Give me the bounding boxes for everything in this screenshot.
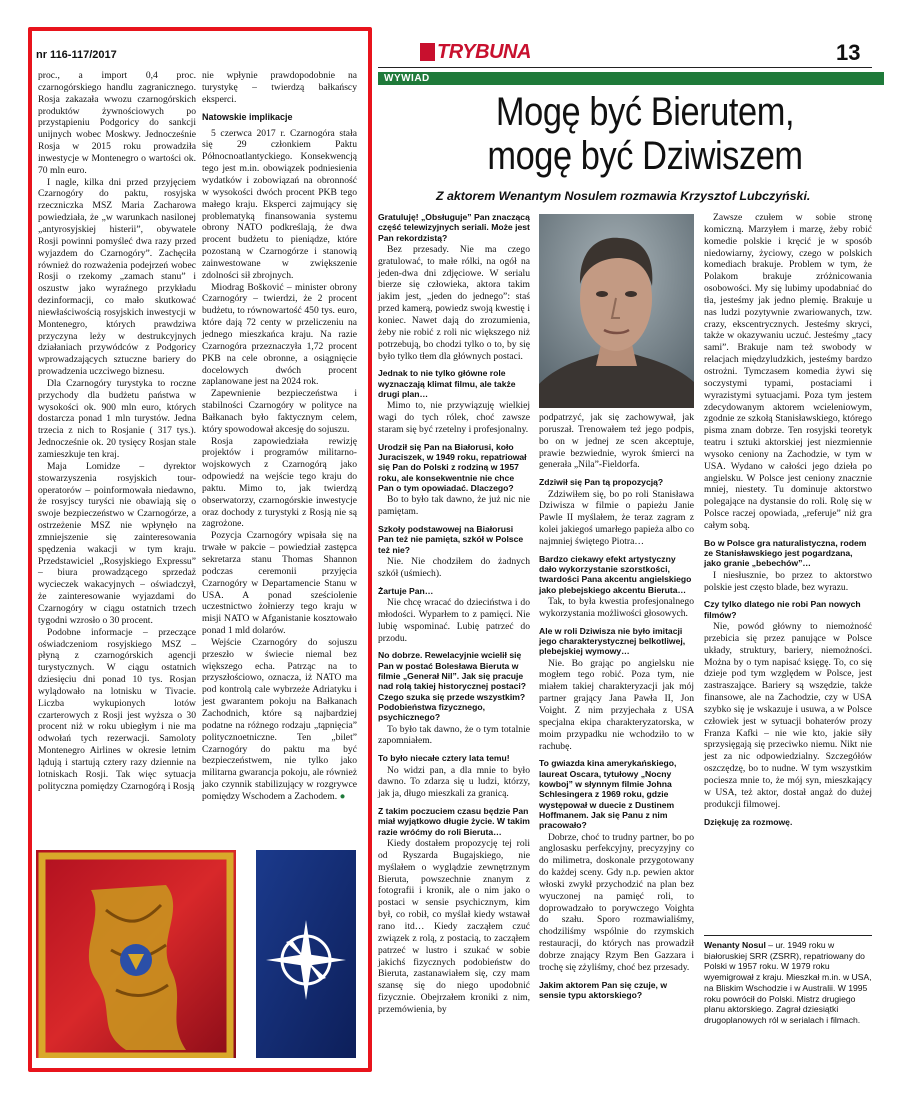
question: Bardzo ciekawy efekt artystyczny dało wykorzystanie szorstkości, twardości Pana akcentu angielskiego jako plebejskiego akcentu Bieruta… [539, 553, 692, 595]
bio-rule [704, 935, 872, 936]
logo-mark-icon [420, 43, 435, 61]
question: Czy tylko dlatego nie robi Pan nowych filmów? [704, 599, 861, 620]
paragraph: proc., a import 0,4 proc. czarnogórskiego handlu zagranicznego. Rosja zakazała wwozu czarnogórskich produktów żywnościowych po przystąpieniu Podgoricy do sankcji unijnych wobec Moskwy. Jednocześnie Rosja w 2015 roku prowadziła inwestycje w Montenegro o wartości ok. 70 mln euro. [38, 70, 196, 176]
paragraph: Wejście Czarnogóry do sojuszu przeszło w świecie niemal bez większego echa. Patrząc na to przyszłościowo, oznacza, iż NATO ma pod kontrolą cale wybrzeże Adriatyku i jest gwarantem pokoju na Bałkanach Zachodnich, które są najbardziej podatne na różnego rodzaju „tąpnięcia” politycznoetniczne. Ten „bilet” Czarnogóry do paktu ma być bezpieczeństwem, nie tylko jako militarna gwarancja pokoju, ale również jako czynnik stabilizujący w rozgrywce pomiędzy Wschodem a Zachodem. [202, 636, 357, 802]
bio-text: – ur. 1949 roku w białoruskiej SRR (ZSRR), repatriowany do Polski w 1957 roku. W 1979 roku wyemigrował z kraju. Mieszkał m.in. w USA, na Bliskim Wschodzie i w Australii. W 1995 roku powrócił do Polski. Mistrz drugiego planu aktorskiego. Zagrał dziesiątki drugoplanowych ról w serialach i filmach. [704, 940, 872, 1026]
paragraph: nie wpłynie prawdopodobnie na turystykę – twierdzą bałkańscy eksperci. [202, 70, 357, 105]
paragraph: Pozycja Czarnogóry wpisała się na trwałe w pakcie – powiedział zastępca sekretarza stanu Thomas Shannon podczas ceremonii przyjęcia Czarnogóry w Departamencie Stanu w USA. A ponad sześciolenie uczestnictwo żołnierzy tego kraju w misji NATO w Afganistanie kosztowało ponad 1 mld dolarów. [202, 530, 357, 637]
headline-line-1: Mogę być Bierutem, [495, 90, 795, 134]
interview-col-1 [378, 212, 530, 1016]
subheading: Natowskie implikacje [202, 111, 293, 122]
answer: Zawsze czułem w sobie stronę komiczną. Marzyłem i marzę, żeby robić komedie polskie i kręcić je w sposób niedowiarny, życiowy, czego w polskich komediach brakuje. Problem w tym, że Polakom brakuje zróżnicowania osobowości. My się lubimy upodabniać do tła, jesteśmy jak jedno plemię. Brakuje u nas ludzi pozytywnie zwariowanych, tzw. crazy, ekscentrycznych. Jesteśmy skryci, także w okazywaniu uczuć. Jesteśmy „tacy sami”. Brakuje nam też swobody w relacjach międzyludzkich, jesteśmy bardzo ostrożni. Tymczasem komedia żywi się soczystymi typami, postaciami i wyrazistymi sytuacjami. Poza tym jestem zdecydowanym aktorem wcieleniowym, zgodnie ze szkołą Stanisławskiego, którego pisma znam dobrze. Ten rosyjski teoretyk teatru i sztuki aktorskiej jest niezmiennie wysoko ceniony na Zachodzie, w tym w USA. Wydano w całości jego dzieła po angielsku. W Polsce jest ceniony znacznie mniej, niestety. Tu dominuje aktorstwo polegające na dystansie do roli. Rolę się w Polsce raczej opowiada, „referuje” niż gra całym sobą. [704, 212, 872, 531]
question: Jednak to nie tylko główne role wyznaczają klimat filmu, ale także drugi plan… [378, 368, 516, 399]
answer: No widzi pan, a dla mnie to było dawno. To zdarza się u ludzi, którzy, jak ja, długo mieszkali za granicą. [378, 764, 530, 800]
interview-col-3 [704, 212, 872, 828]
question: Dziękuję za rozmowę. [704, 816, 793, 827]
question: Żartuje Pan… [378, 585, 434, 596]
issue-number: nr 116-117/2017 [36, 49, 117, 61]
left-article-col1 [38, 70, 196, 792]
portrait-photo [539, 214, 694, 408]
header-rule [378, 67, 872, 68]
answer: Zdziwiłem się, bo po roli Stanisława Dziwisza w filmie o papieżu Janie Pawle II myślałem, że teraz zagram z kolei jakiegoś umarłego papieża albo co najmniej świętego Piotra… [539, 488, 694, 547]
section-label: WYWIAD [378, 72, 884, 85]
paragraph: Miodrag Bošković – minister obrony Czarnogóry – twierdzi, że 2 procent budżetu, to równowartość 450 tys. euro, które dają 72 centy w przeliczeniu na jednego mieszkańca kraju. Na razie Czarnogóra przeznaczyła 1,72 procent PKB na cele obronne, a osiągnięcie docelowych dwóch procent zaplanowane jest na 2024 rok. [202, 281, 357, 388]
paragraph: 5 czerwca 2017 r. Czarnogóra stała się 29 członkiem Paktu Północnoatlantyckiego. Konsekwencją tego jest m.in. obowiązek podniesienia wydatków i zobowiązań na obronność w wysokości dwóch procent PKB tego małego kraju. Eksperci zajmujący się problematyką finansowania systemu obrony NATO podkreślają, że dwa procent budżetu to pieniądze, które pozostaną w Czarnogórze i stanowią zainwestowane w zwiększenie zdolności sił zbrojnych. [202, 127, 357, 281]
question: Szkoły podstawowej na Białorusi Pan też nie pamięta, szkół w Polsce też nie? [378, 524, 524, 555]
headline [425, 90, 865, 178]
answer: Kiedy dostałem propozycję tej roli od Ryszarda Bugajskiego, nie myślałem o wyglądzie zewnętrznym Bieruta, powszechnie znanym z fotografii i kronik, ale o nim jako o postaci w sensie psychicznym, kim był, co robił, co myślał kiedy wstawał rano itd… Kiedy zacząłem czuć związek z rolą, z postacią, to zacząłem patrzeć w lustro i szukać w sobie jakichś fizycznych podobieństw do Bieruta, zastanawiałem się, czy mam szansę się do niego upodobnić fizycznie. Obejrzałem kroniki z nim, przemówienia, by [378, 838, 530, 1015]
paragraph: I nagle, kilka dni przed przyjęciem Czarnogóry do paktu, rosyjska rzeczniczka MSZ Maria Zacharowa powiedziała, że „w warunkach nasilonej „antyrosyjskiej histerii”, obywatele Rosji powinni pomyśleć dwa razy przed wyjazdem do Czarnogóry”. Zachęciła również do rozważenia podejrzeń wobec Rosji o rzekomy „zamach stanu” i oszustw jako wyraźnego przykładu dezinformacji, co mało skutkować niewłaściwością rosyjskich inwestycji w Montenegro, których prawdziwa przyczyna leży w destrukcyjnych działaniach przywódców z Podgoricy wprowadzających sztuczne bariery do prowadzenia uczciwego biznesu. [38, 176, 196, 378]
answer: I niesłusznie, bo przez to aktorstwo polskie jest często blade, bez wyrazu. [704, 569, 872, 593]
actor-portrait-image [539, 214, 694, 408]
answer: Nie. Nie chodziłem do żadnych szkół (uśmiech). [378, 556, 530, 579]
question: Ale w roli Dziwisza nie było imitacji jego charakterystycznej belkotliwej, plebejskiej wymowy… [539, 625, 686, 657]
paragraph: Zapewnienie bezpieczeństwa i stabilności Czarnogóry w polityce na Bałkanach było faktycznym celem, który spowodował akcesję do sojuszu. [202, 388, 357, 435]
answer: Nie chcę wracać do dzieciństwa i do młodości. Wyparłem to z pamięci. Nie lubię wspominać. Lubię patrzeć do przodu. [378, 597, 530, 644]
page-number: 13 [836, 40, 861, 65]
question: Z takim poczuciem czasu będzie Pan miał wyjątkowo długie życie. W takim razie wróćmy do roli Bieruta… [378, 806, 530, 837]
paragraph: Rosja zapowiedziała rewizję projektów i programów militarno-wojskowych z Czarnogórą jako odpowiedź na wejście tego kraju do paktu. Mimo to, jak twierdzą obserwatorzy, czarnogórskie inwestycje oraz dochody z turystyki z Rosją nie są zagrożone. [202, 435, 357, 530]
question: To gwiazda kina amerykańskiego, laureat Oscara, tytułowy „Nocny kowboj” w słynnym filmie Johna Schlesingera z 1969 roku, gdzie występował w duecie z Dustinem Hoffmanem. Jak się Panu z nim pracowało? [539, 758, 677, 831]
paragraph: Dla Czarnogóry turystyka to roczne przychody dla budżetu państwa w wysokości ok. 900 mln euro, których dostarcza ponad 1 mln turystów. Jedna trzecia z nich to Rosjanie ( 317 tys.). Jednocześnie ok. 20 tysięcy Rosjan stale zamieszkuje ten kraj. [38, 377, 196, 460]
question: Bo w Polsce gra naturalistyczna, rodem ze Stanisławskiego jest pogardzana, jako granie „bebechów”… [704, 537, 867, 569]
answer: Nie. Bo grając po angielsku nie mogłem tego robić. Poza tym, nie miałem takiej charakteryzacji jak mój partner grający Jana Pawła II, Jon Voight. Z nim przyjechała z USA specjalna ekipa charakteryzatorska, w moim przypadku nie wchodziło to w rachubę. [539, 657, 694, 752]
question: No dobrze. Rewelacyjnie wcielił się Pan w postać Bolesława Bieruta w filmie „Generał Nil”. Jak się pracuje nad rolą takiej historycznej postaci? Czego szuka się przede wszystkim? Podobieństwa fizycznego, psychicznego? [378, 650, 527, 723]
answer: Dobrze, choć to trudny partner, bo po anglosasku perfekcyjny, precyzyjny co do milimetra, doskonale przygotowany do każdej sceny. Gdy n.p. pewien aktor włoski zwykł przychodzić na plan bez wyuczonej na pamięć roli, to doprowadzało to porywczego Voighta do szału. Sporo rozmawialiśmy, chodziliśmy wspólnie do rzymskich restauracji, do których nas prowadził dobrze znający Rzym Ben Gazzara i trochę się zżyliśmy, choć bez przesady. [539, 831, 694, 973]
headline-line-2: mogę być Dziwiszem [487, 134, 803, 178]
answer: Bo to było tak dawno, że już nic nie pamiętam. [378, 494, 530, 518]
bio-box [704, 940, 872, 1026]
logo-text: TRYBUNA [437, 41, 531, 63]
question: Zdziwił się Pan tą propozycją? [539, 477, 664, 488]
answer: To było tak dawno, że o tym totalnie zapomniałem. [378, 723, 530, 747]
bio-name: Wenanty Nosul [704, 940, 766, 950]
answer: Nie, powód główny to niemożność przebicia się przez panujące w Polsce układy, struktury, bariery, niemożności. Można by o tym napisać księgę. To, co się dzieje pod tym względem w Polsce, jest zastraszające. Bariery są wszędzie, także finansowe, ale na Zachodzie, czy w USA szybko się je wskazuje i usuwa, a w Polsce człowiek jest w sytuacji bohaterów prozy Franza Kafki – nie wie kto, jakie siły sprzysięgają się przeciwko niemu. Nikt nie jest za nic odpowiedzialny. Szczegółów oszczędzę, bo to nudne. W tym wszystkim pociesza mnie to, że mój syn, mieszkający w USA, też aktor, dostał angaż do dużej produkcji filmowej. [704, 621, 872, 810]
interview-col-2 [539, 412, 694, 1001]
question: Gratuluję! „Obsługuje” Pan znaczącą część telewizyjnych seriali. Może jest Pan rekordzistą? [378, 212, 530, 243]
question: Urodził się Pan na Białorusi, koło Juraciszek, w 1949 roku, repatriował się Pan do Polski z rodziną w 1957 roku, ale konsekwentnie nie chce Pan o tym opowiadać. Dlaczego? [378, 441, 527, 494]
question: To było niecałe cztery lata temu! [378, 753, 510, 764]
question: Jakim aktorem Pan się czuje, w sensie typu aktorskiego? [539, 979, 668, 1000]
paragraph: Maja Lomidze – dyrektor stowarzyszenia rosyjskich tour-operatorów – poinformowała niedawno, że rosyjscy turyści nie obawiają się o swoje bezpieczeństwo w Czarnogórze, a ostrzeżenie MSZ nie wpłynęło na zmniejszenie się zainteresowania spędzenia wakacji w tym kraju. Przedstawiciel „Rosyjskiego Expressu” – biura prowadzącego sprzedaż wycieczek wakacyjnych – oświadczył, że zainteresowanie wyjazdami do Czarnogóry w ciągu ostatnich trzech tygodni wzrosło o 30 procent. [38, 460, 196, 626]
newspaper-logo [420, 39, 531, 65]
left-article-col2 [202, 70, 357, 803]
answer: podpatrzyć, jak się zachowywał, jak poruszał. Trenowałem też jego podpis, bo on w jednej ze scen akceptuje, prawie bezwiednie, wyrok śmierci na generała „Nila”-Fieldorfa. [539, 412, 694, 471]
answer: Tak, to była kwestia profesjonalnego wykorzystania możliwości głosowych. [539, 596, 694, 619]
subtitle: Z aktorem Wenantym Nosulem rozmawia Krzysztof Lubczyński. [436, 189, 811, 203]
montenegro-nato-flags-image [36, 850, 356, 1058]
paragraph: Podobne informacje – przeczące oświadczeniom rosyjskiego MSZ – płyną z czarnogórskich agencji turystycznych. W ciągu ostatnich dziesięciu dni ponad 10 tys. Rosjan wylądowało na lotnisku w Tivacie. Liczba wykupionych lotów czarterowych z Rosji jest wyższa o 30 procent niż w roku ubiegłym i nie ma odwołań tych rezerwacji. Samoloty Montenegro Airlines w okresie letnim lądują i startują cztery razy dziennie na lotniskach Rosji. Tak więc sytuacja polityczna pomiędzy Czarnogórą i Rosją [38, 626, 196, 792]
answer: Bez przesady. Nie ma czego gratulować, to małe rólki, na ogół na jeden-dwa dni zdjęciowe. W serialu bierze się człowieka, aktora takim jakim jest, „jeden do jednego”: staś przed kamerą, powiedz swoją kwestię i koniec. Nawet dają do zrozumienia, żeby nie robić z roli nic większego niż potrzebują, bo chodzi tylko o to, by się było tylko tłem dla głównych postaci. [378, 243, 530, 362]
end-mark-icon: ● [339, 790, 346, 802]
answer: Mimo to, nie przywiązuję wielkiej wagi do tych rólek, choć zawsze staram się być rzetelny i profesjonalny. [378, 400, 530, 435]
flags-photo [36, 850, 356, 1058]
